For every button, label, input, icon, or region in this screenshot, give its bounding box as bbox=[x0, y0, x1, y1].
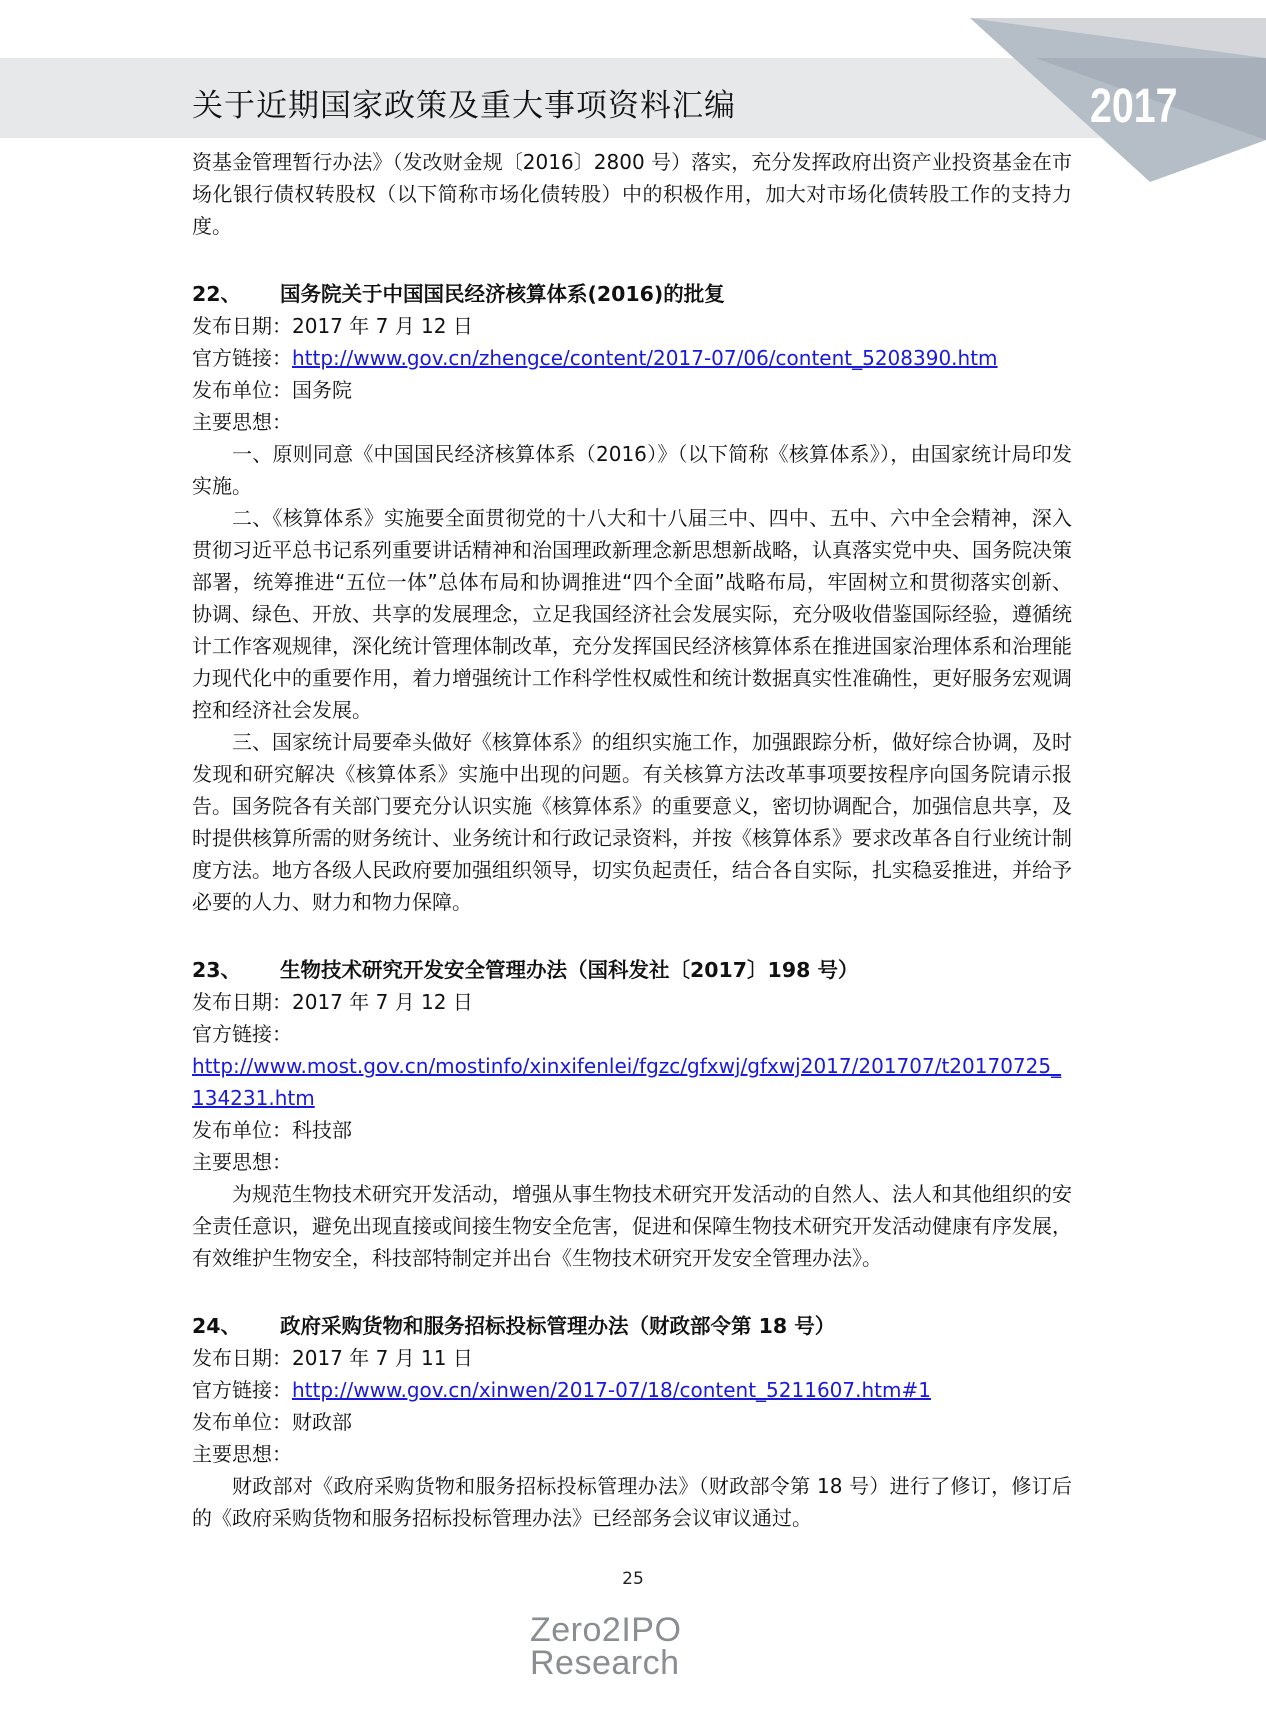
release-date-label: 发布日期： bbox=[192, 1346, 292, 1370]
item-heading bbox=[192, 278, 1072, 310]
year-badge: 2017 bbox=[1090, 80, 1178, 133]
brand-logo bbox=[530, 1611, 770, 1682]
intro-paragraph: 资基金管理暂行办法》（发改财金规〔2016〕2800 号）落实，充分发挥政府出资产业投资基金在市场化银行债权转股权（以下简称市场化债转股）中的积极作用，加大对市场化债转股工作的支持力度。 bbox=[192, 150, 1072, 238]
publisher-value: 科技部 bbox=[292, 1118, 352, 1142]
idea-paragraph: 为规范生物技术研究开发活动，增强从事生物技术研究开发活动的自然人、法人和其他组织的安全责任意识，避免出现直接或间接生物安全危害，促进和保障生物技术研究开发活动健康有序发展，有效维护生物安全，科技部特制定并出台《生物技术研究开发安全管理办法》。 bbox=[192, 1182, 1072, 1270]
official-link-label: 官方链接： bbox=[192, 1378, 292, 1402]
brand-line-1: Zero2IPO bbox=[530, 1611, 682, 1649]
page-content bbox=[192, 146, 1072, 1534]
release-date-value: 2017 年 7 月 12 日 bbox=[292, 314, 473, 338]
main-ideas-label: 主要思想： bbox=[192, 1442, 292, 1466]
policy-item-24 bbox=[192, 1310, 1072, 1534]
publisher-line bbox=[192, 1114, 1072, 1146]
item-title: 国务院关于中国国民经济核算体系(2016)的批复 bbox=[280, 282, 725, 306]
item-title: 生物技术研究开发安全管理办法（国科发社〔2017〕198 号） bbox=[280, 958, 859, 982]
item-heading bbox=[192, 1310, 1072, 1342]
document-title: 关于近期国家政策及重大事项资料汇编 bbox=[192, 88, 736, 124]
item-heading bbox=[192, 954, 1072, 986]
idea-paragraph: 一、原则同意《中国国民经济核算体系（2016）》（以下简称《核算体系》），由国家统计局印发实施。 bbox=[192, 442, 1072, 498]
official-link-line bbox=[192, 342, 1072, 374]
publisher-line bbox=[192, 1406, 1072, 1438]
publisher-value: 财政部 bbox=[292, 1410, 352, 1434]
item-number: 24、 bbox=[192, 1314, 242, 1338]
release-date-line bbox=[192, 1342, 1072, 1374]
item-number: 23、 bbox=[192, 958, 242, 982]
release-date-label: 发布日期： bbox=[192, 990, 292, 1014]
brand-line-2: Research bbox=[530, 1644, 680, 1682]
idea-paragraph: 财政部对《政府采购货物和服务招标投标管理办法》（财政部令第 18 号）进行了修订，修订后的《政府采购货物和服务招标投标管理办法》已经部务会议审议通过。 bbox=[192, 1474, 1072, 1530]
publisher-value: 国务院 bbox=[292, 378, 352, 402]
page-number: 25 bbox=[622, 1569, 644, 1589]
official-link-line bbox=[192, 1374, 1072, 1406]
release-date-value: 2017 年 7 月 12 日 bbox=[292, 990, 473, 1014]
publisher-line bbox=[192, 374, 1072, 406]
publisher-label: 发布单位： bbox=[192, 1410, 292, 1434]
release-date-line bbox=[192, 310, 1072, 342]
release-date-line bbox=[192, 986, 1072, 1018]
official-link[interactable]: http://www.gov.cn/xinwen/2017-07/18/content_5211607.htm#1 bbox=[292, 1378, 931, 1402]
release-date-value: 2017 年 7 月 11 日 bbox=[292, 1346, 473, 1370]
idea-paragraph: 二、《核算体系》实施要全面贯彻党的十八大和十八届三中、四中、五中、六中全会精神，深入贯彻习近平总书记系列重要讲话精神和治国理政新理念新思想新战略，认真落实党中央、国务院决策部署，统筹推进“五位一体”总体布局和协调推进“四个全面”战略布局，牢固树立和贯彻落实创新、协调、绿色、开放、共享的发展理念，立足我国经济社会发展实际，充分吸收借鉴国际经验，遵循统计工作客观规律，深化统计管理体制改革，充分发挥国民经济核算体系在推进国家治理体系和治理能力现代化中的重要作用，着力增强统计工作科学性权威性和统计数据真实性准确性，更好服务宏观调控和经济社会发展。 bbox=[192, 506, 1072, 722]
main-ideas-label: 主要思想： bbox=[192, 1150, 292, 1174]
main-ideas-label: 主要思想： bbox=[192, 410, 292, 434]
release-date-label: 发布日期： bbox=[192, 314, 292, 338]
official-link[interactable]: http://www.most.gov.cn/mostinfo/xinxifenlei/fgzc/gfxwj/gfxwj2017/201707/t20170725_134231.htm bbox=[192, 1054, 1062, 1110]
publisher-label: 发布单位： bbox=[192, 378, 292, 402]
official-link-label: 官方链接： bbox=[192, 1022, 292, 1046]
policy-item-23 bbox=[192, 954, 1072, 1274]
official-link[interactable]: http://www.gov.cn/zhengce/content/2017-07/06/content_5208390.htm bbox=[292, 346, 998, 370]
publisher-label: 发布单位： bbox=[192, 1118, 292, 1142]
policy-item-22 bbox=[192, 278, 1072, 918]
item-number: 22、 bbox=[192, 282, 242, 306]
official-link-label: 官方链接： bbox=[192, 346, 292, 370]
item-title: 政府采购货物和服务招标投标管理办法（财政部令第 18 号） bbox=[280, 1314, 836, 1338]
official-link-line bbox=[192, 1050, 1072, 1114]
idea-paragraph: 三、国家统计局要牵头做好《核算体系》的组织实施工作，加强跟踪分析，做好综合协调，及时发现和研究解决《核算体系》实施中出现的问题。有关核算方法改革事项要按程序向国务院请示报告。国务院各有关部门要充分认识实施《核算体系》的重要意义，密切协调配合，加强信息共享，及时提供核算所需的财务统计、业务统计和行政记录资料，并按《核算体系》要求改革各自行业统计制度方法。地方各级人民政府要加强组织领导，切实负起责任，结合各自实际，扎实稳妥推进，并给予必要的人力、财力和物力保障。 bbox=[192, 730, 1072, 914]
